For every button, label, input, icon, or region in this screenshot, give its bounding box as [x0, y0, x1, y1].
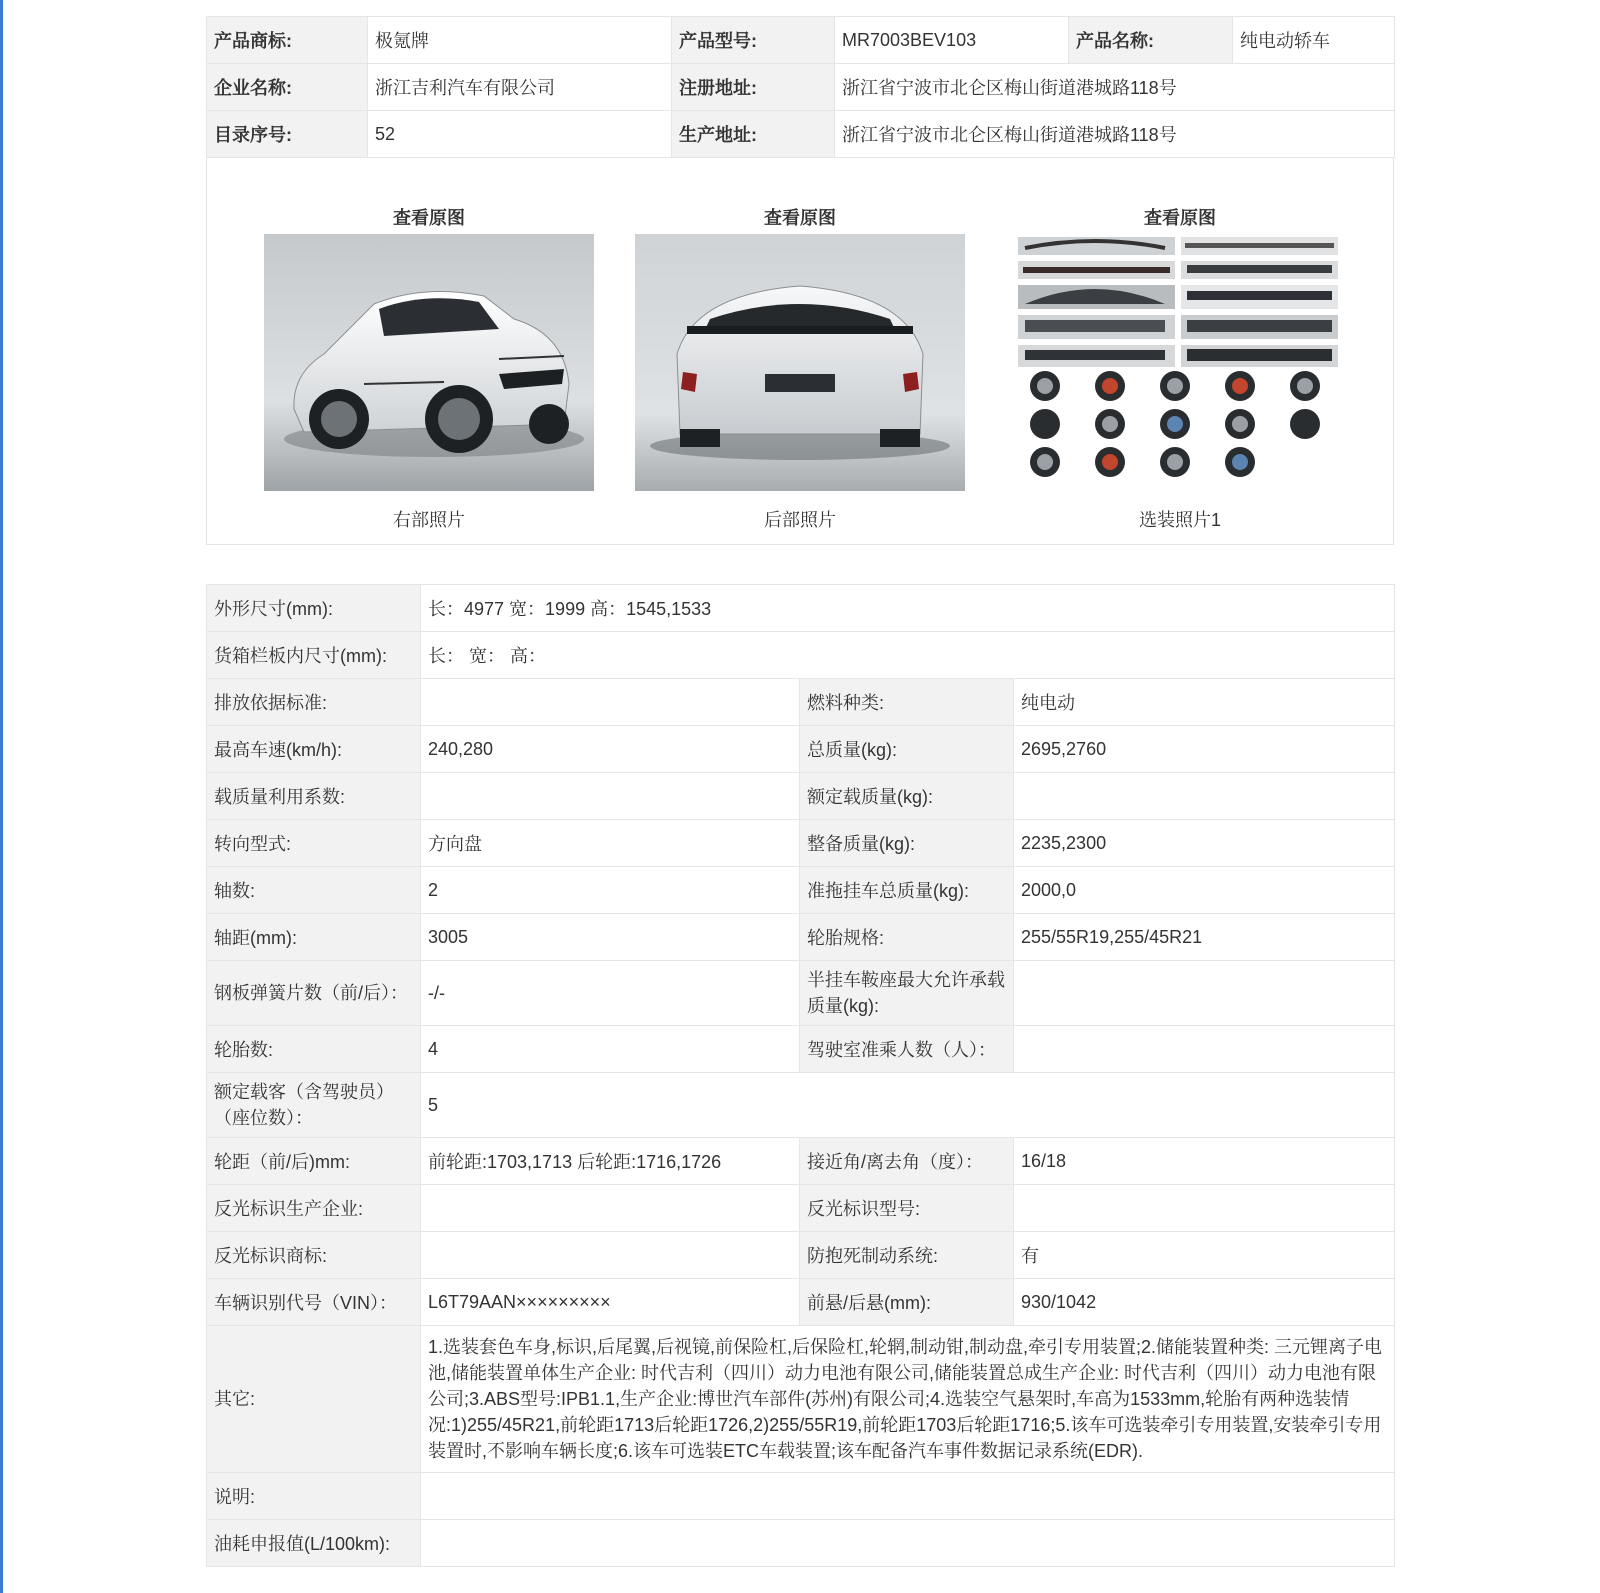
dims-label: 外形尺寸(mm): [207, 585, 421, 632]
photo-gallery [206, 158, 1394, 545]
photo-caption: 选装照片1 [1138, 510, 1221, 530]
brand-value: 极氪牌 [368, 17, 672, 64]
load-coef-label: 载质量利用系数: [207, 773, 421, 820]
rated-load-value [1014, 773, 1395, 820]
reg-address-value: 浙江省宁波市北仑区梅山街道港城路118号 [835, 64, 1395, 111]
left-accent-bar [0, 0, 3, 1593]
dims-value: 长：4977 宽：1999 高：1545,1533 [421, 585, 1395, 632]
note-value [421, 1473, 1395, 1520]
reflector-maker-label: 反光标识生产企业: [207, 1185, 421, 1232]
catalog-label: 目录序号: [207, 111, 368, 158]
angle-label: 接近角/离去角（度）： [800, 1138, 1014, 1185]
reflector-maker-value [421, 1185, 800, 1232]
fuel-label: 燃料种类: [800, 679, 1014, 726]
abs-value: 有 [1014, 1232, 1395, 1279]
speed-label: 最高车速(km/h): [207, 726, 421, 773]
company-label: 企业名称: [207, 64, 368, 111]
speed-value: 240,280 [421, 726, 800, 773]
photo-right [264, 204, 594, 532]
brand-label: 产品商标: [207, 17, 368, 64]
vin-value: L6T79AAN××××××××× [421, 1279, 800, 1326]
model-value: MR7003BEV103 [835, 17, 1069, 64]
overhang-label: 前悬/后悬(mm): [800, 1279, 1014, 1326]
company-value: 浙江吉利汽车有限公司 [368, 64, 672, 111]
angle-value: 16/18 [1014, 1138, 1395, 1185]
product-name-label: 产品名称: [1069, 17, 1233, 64]
total-mass-value: 2695,2760 [1014, 726, 1395, 773]
spec-table [206, 584, 1394, 1567]
track-label: 轮距（前/后)mm: [207, 1138, 421, 1185]
product-name-value: 纯电动轿车 [1233, 17, 1395, 64]
saddle-value [1014, 961, 1395, 1026]
steering-value: 方向盘 [421, 820, 800, 867]
photo-options [1015, 204, 1345, 532]
fuel-consumption-label: 油耗申报值(L/100km): [207, 1520, 421, 1567]
saddle-label: 半挂车鞍座最大允许承载质量(kg): [800, 961, 1014, 1026]
photo-caption: 右部照片 [393, 510, 465, 530]
view-original-link[interactable]: 查看原图 [764, 208, 836, 228]
rear-photo-image[interactable] [635, 234, 965, 491]
trailer-mass-label: 准拖挂车总质量(kg): [800, 867, 1014, 914]
reg-address-label: 注册地址: [672, 64, 835, 111]
model-label: 产品型号: [672, 17, 835, 64]
load-coef-value [421, 773, 800, 820]
cargo-value: 长： 宽： 高： [421, 632, 1395, 679]
fuel-consumption-value [421, 1520, 1395, 1567]
cab-label: 驾驶室准乘人数（人）： [800, 1026, 1014, 1073]
reflector-brand-value [421, 1232, 800, 1279]
reflector-brand-label: 反光标识商标: [207, 1232, 421, 1279]
wheelbase-value: 3005 [421, 914, 800, 961]
tire-spec-value: 255/55R19,255/45R21 [1014, 914, 1395, 961]
photo-caption: 后部照片 [764, 510, 836, 530]
total-mass-label: 总质量(kg): [800, 726, 1014, 773]
seats-value: 5 [421, 1073, 1395, 1138]
view-original-link[interactable]: 查看原图 [1144, 208, 1216, 228]
cab-value [1014, 1026, 1395, 1073]
curb-mass-label: 整备质量(kg): [800, 820, 1014, 867]
prod-address-value: 浙江省宁波市北仑区梅山街道港城路118号 [835, 111, 1395, 158]
seats-label: 额定载客（含驾驶员）（座位数）： [207, 1073, 421, 1138]
other-value: 1.选装套色车身,标识,后尾翼,后视镜,前保险杠,后保险杠,轮辋,制动钳,制动盘,牵引专用装置;2.储能装置种类: 三元锂离子电池,储能装置单体生产企业: 时代吉利（四川）动力电池有限公司,储能装置总成生产企业: 时代吉利（四川）动力电池有限公司;3.ABS型号:IPB1.1,生产企业:博世汽车部件(苏州)有限公司;4.选装空气悬架时,车高为1533mm,轮胎有两种选装情况:1)255/45R21,前轮距1713后轮距1726,2)255/55R19,前轮距1703后轮距1716;5.该车可选装牵引专用装置,安装牵引专用装置时,不影响车辆长度;6.该车可选装ETC车载装置;该车配备汽车事件数据记录系统(EDR). [421, 1326, 1395, 1473]
reflector-model-label: 反光标识型号: [800, 1185, 1014, 1232]
axles-label: 轴数: [207, 867, 421, 914]
options-photo-image[interactable] [1015, 234, 1345, 491]
wheelbase-label: 轴距(mm): [207, 914, 421, 961]
rated-load-label: 额定载质量(kg): [800, 773, 1014, 820]
springs-label: 钢板弹簧片数（前/后）： [207, 961, 421, 1026]
other-label: 其它: [207, 1326, 421, 1473]
track-value: 前轮距:1703,1713 后轮距:1716,1726 [421, 1138, 800, 1185]
catalog-value: 52 [368, 111, 672, 158]
prod-address-label: 生产地址: [672, 111, 835, 158]
photo-rear [635, 204, 965, 532]
vin-label: 车辆识别代号（VIN）： [207, 1279, 421, 1326]
note-label: 说明: [207, 1473, 421, 1520]
reflector-model-value [1014, 1185, 1395, 1232]
emission-label: 排放依据标准: [207, 679, 421, 726]
tires-value: 4 [421, 1026, 800, 1073]
tires-label: 轮胎数: [207, 1026, 421, 1073]
curb-mass-value: 2235,2300 [1014, 820, 1395, 867]
overhang-value: 930/1042 [1014, 1279, 1395, 1326]
fuel-value: 纯电动 [1014, 679, 1395, 726]
trailer-mass-value: 2000,0 [1014, 867, 1395, 914]
abs-label: 防抱死制动系统: [800, 1232, 1014, 1279]
springs-value: -/- [421, 961, 800, 1026]
right-photo-image[interactable] [264, 234, 594, 491]
product-header [206, 16, 1394, 158]
cargo-label: 货箱栏板内尺寸(mm): [207, 632, 421, 679]
axles-value: 2 [421, 867, 800, 914]
steering-label: 转向型式: [207, 820, 421, 867]
emission-value [421, 679, 800, 726]
view-original-link[interactable]: 查看原图 [393, 208, 465, 228]
tire-spec-label: 轮胎规格: [800, 914, 1014, 961]
